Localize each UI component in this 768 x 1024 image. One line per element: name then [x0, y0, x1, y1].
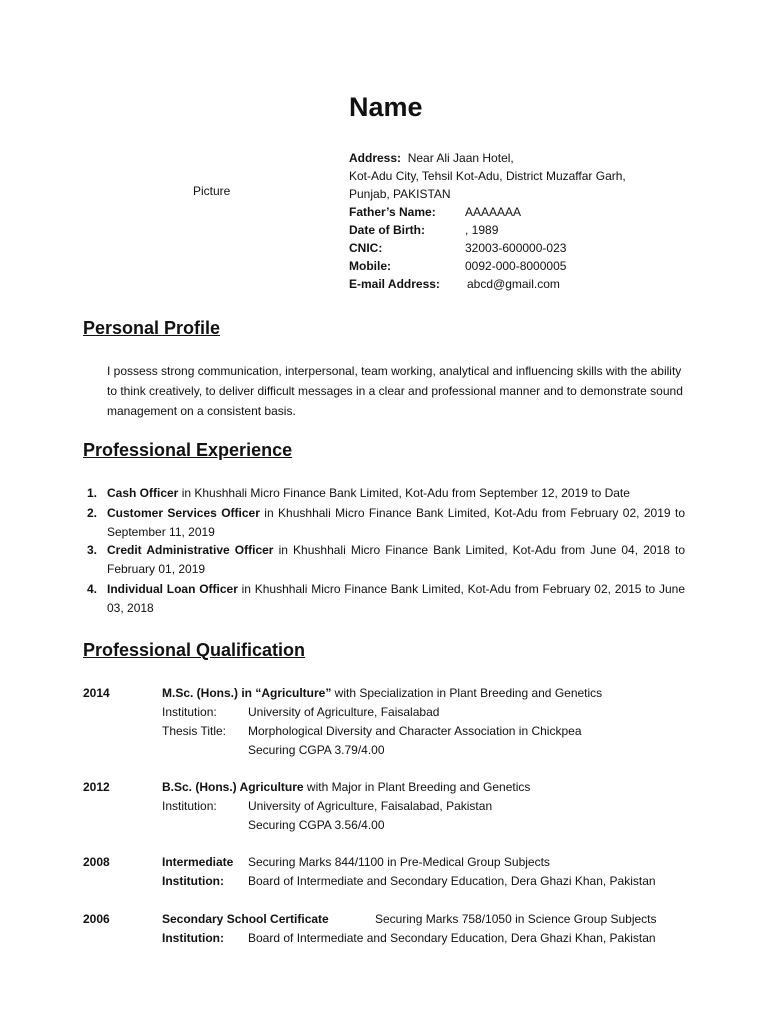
cnic-value: 32003-600000-023	[465, 241, 567, 255]
institution-label: Institution:	[162, 874, 224, 888]
qualification-year: 2008	[83, 855, 110, 869]
role-title: Credit Administrative Officer	[107, 543, 274, 557]
address-label: Address:	[349, 151, 402, 165]
qualification-degree-line	[162, 684, 602, 703]
institution-value: University of Agriculture, Faisalabad, Pakistan	[248, 799, 493, 813]
institution-value: Board of Intermediate and Secondary Education, Dera Ghazi Khan, Pakistan	[248, 874, 656, 888]
dob-label: Date of Birth:	[349, 223, 425, 237]
degree-title: M.Sc. (Hons.) in “Agriculture”	[162, 686, 332, 700]
cgpa-value: Securing CGPA 3.79/4.00	[248, 743, 385, 757]
email-label: E-mail Address:	[349, 277, 440, 291]
role-details: in Khushhali Micro Finance Bank Limited, Kot-Adu from June 04, 2018 to February 01, 2019	[107, 543, 685, 576]
experience-item	[87, 504, 685, 542]
cgpa-value: Securing CGPA 3.56/4.00	[248, 818, 385, 832]
item-number: 1.	[87, 486, 98, 500]
cnic-label: CNIC:	[349, 241, 383, 255]
address-line-2: Kot-Adu City, Tehsil Kot-Adu, District Muzaffar Garh,	[349, 169, 626, 183]
qualification-year: 2012	[83, 780, 110, 794]
role-title: Cash Officer	[107, 486, 179, 500]
marks-value: Securing Marks 844/1100 in Pre-Medical Group Subjects	[248, 855, 550, 869]
degree-title: Intermediate	[162, 855, 234, 869]
degree-title: Secondary School Certificate	[162, 912, 329, 926]
thesis-label: Thesis Title:	[162, 724, 227, 738]
candidate-name: Name	[349, 92, 423, 122]
address-line-1-text: Near Ali Jaan Hotel,	[407, 151, 514, 165]
institution-value: Board of Intermediate and Secondary Education, Dera Ghazi Khan, Pakistan	[248, 931, 656, 945]
degree-title: B.Sc. (Hons.) Agriculture	[162, 780, 304, 794]
qualification-heading: Professional Qualification	[83, 640, 306, 660]
experience-item	[87, 484, 685, 503]
role-details: in Khushhali Micro Finance Bank Limited, Kot-Adu from February 02, 2019 to September 11, 2019	[107, 506, 685, 539]
mobile-value: 0092-000-8000005	[465, 259, 567, 273]
fathers-name-label: Father’s Name:	[349, 205, 436, 219]
institution-label: Institution:	[162, 705, 217, 719]
role-title: Customer Services Officer	[107, 506, 260, 520]
item-number: 2.	[87, 506, 98, 520]
email-value: abcd@gmail.com	[467, 277, 560, 291]
experience-heading: Professional Experience	[83, 440, 293, 460]
experience-item	[87, 541, 685, 579]
address-line-1	[349, 149, 514, 167]
degree-details: with Specialization in Plant Breeding and Genetics	[331, 686, 603, 700]
role-details: in Khushhali Micro Finance Bank Limited, Kot-Adu from February 02, 2015 to June 03, 2018	[107, 582, 686, 615]
item-number: 3.	[87, 543, 98, 557]
experience-item	[87, 580, 685, 618]
fathers-name-value: AAAAAAA	[465, 205, 522, 219]
institution-value: University of Agriculture, Faisalabad	[248, 705, 440, 719]
role-title: Individual Loan Officer	[107, 582, 238, 596]
dob-value: , 1989	[465, 223, 499, 237]
qualification-degree-line	[162, 778, 530, 797]
qualification-year: 2006	[83, 912, 110, 926]
item-number: 4.	[87, 582, 98, 596]
thesis-value: Morphological Diversity and Character Association in Chickpea	[248, 724, 582, 738]
institution-label: Institution:	[162, 799, 217, 813]
degree-details: with Major in Plant Breeding and Genetics	[303, 780, 531, 794]
marks-value: Securing Marks 758/1050 in Science Group Subjects	[375, 912, 657, 926]
personal-profile-text: I possess strong communication, interpersonal, team working, analytical and influencing skills with the ability to think creatively, to deliver difficult messages in a clear and professional manner and to demonstrate sound management on a consistent basis.	[107, 364, 683, 418]
qualification-year: 2014	[83, 686, 110, 700]
mobile-label: Mobile:	[349, 259, 391, 273]
personal-profile-heading: Personal Profile	[83, 318, 221, 338]
address-line-3: Punjab, PAKISTAN	[349, 187, 451, 201]
picture-placeholder: Picture	[193, 184, 231, 198]
role-details: in Khushhali Micro Finance Bank Limited, Kot-Adu from September 12, 2019 to Date	[178, 486, 630, 500]
institution-label: Institution:	[162, 931, 224, 945]
